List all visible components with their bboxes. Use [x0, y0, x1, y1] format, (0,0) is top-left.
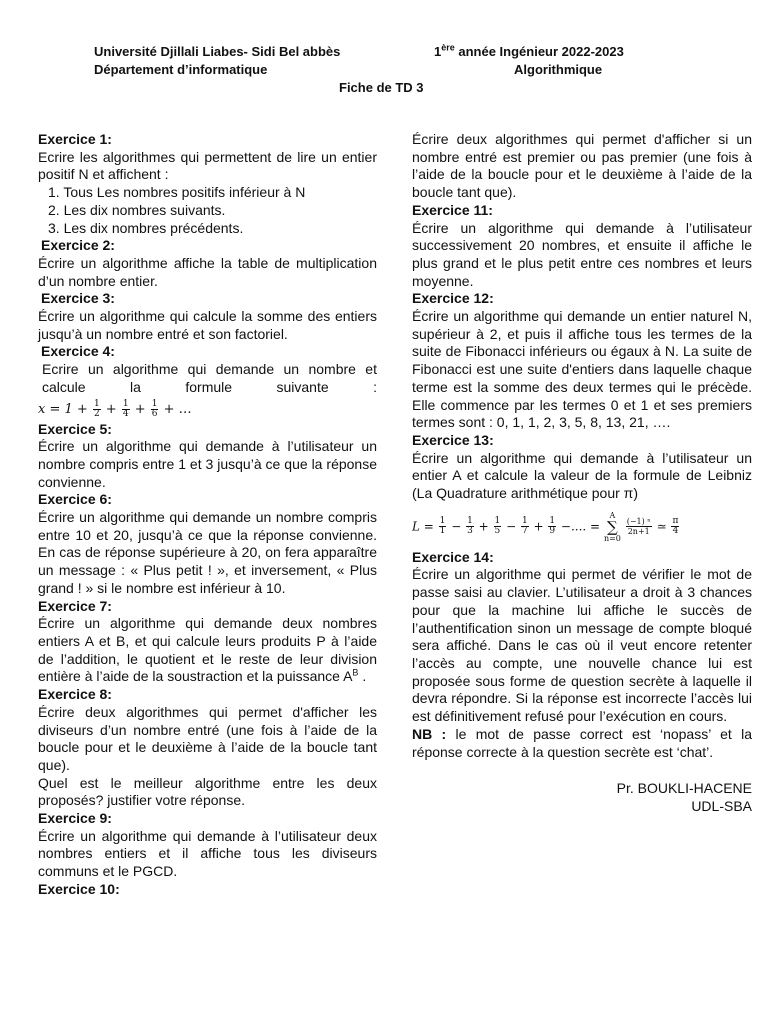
list-item: 2. Les dix nombres suivants. — [48, 201, 226, 218]
exercise-11-title: Exercice 11: — [412, 201, 493, 218]
exercise-5-title: Exercice 5: — [38, 420, 112, 437]
exercise-10-title: Exercice 10: — [38, 880, 120, 897]
exercise-10-text: Écrire deux algorithmes qui permet d'afficher si un nombre entré est premier ou pas premier (une fois à l’aide de la boucle pour et le deuxième à l’aide de la boucle tant que). — [412, 131, 752, 201]
exercise-4-title: Exercice 4: — [41, 343, 115, 360]
formula-leibniz: L = $\frac{1}{1}$ − $\frac{1}{3}$ + $\frac{1}{5}$ − $\frac{1}{7}$ + $\frac{1}{9}$ −.... = A ∑ n=0 $\frac{\text{(−1) ⁿ}}{2n+1}$ ≃ $\frac{\pi}{4}$ — [412, 510, 679, 543]
signature-org: UDL-SBA — [691, 797, 752, 814]
exercise-1-text: Ecrire les algorithmes qui permettent de lire un entier positif N et affichent : — [38, 148, 377, 183]
exercise-14-note: NB : le mot de passe correct est ‘nopass’ et la réponse correcte à la question secrète est ‘chat’. — [412, 725, 752, 760]
sheet-title: Fiche de TD 3 — [339, 80, 424, 95]
list-item: 3. Les dix nombres précédents. — [48, 219, 244, 236]
exercise-2-title: Exercice 2: — [41, 237, 115, 254]
exercise-12-title: Exercice 12: — [412, 290, 494, 307]
exercise-11-text: Écrire un algorithme qui demande à l’utilisateur successivement 20 nombres, et ensuite il affiche le plus grand et le plus petit entre ces nombres et leurs moyenne. — [412, 219, 752, 289]
formula-x: x = 1 + $\frac{1}{2}$ + $\frac{1}{4}$ + $\frac{1}{6}$ + … — [38, 398, 192, 419]
list-item: 1. Tous Les nombres positifs inférieur à N — [48, 184, 306, 201]
exercise-13-title: Exercice 13: — [412, 431, 494, 448]
exercise-5-text: Écrire un algorithme qui demande à l’utilisateur un nombre compris entre 1 et 3 jusqu’à ce que la réponse convienne. — [38, 438, 377, 490]
exercise-8-text: Écrire deux algorithmes qui permet d'afficher les diviseurs d’un nombre entré (une fois à l’aide de la boucle pour et le deuxième à l’aide de la boucle tant que). — [38, 703, 377, 773]
exercise-6-text: Écrire un algorithme qui demande un nombre compris entre 10 et 20, jusqu’à ce que la réponse convienne. En cas de réponse supérieure à 20, on fera apparaître un message : « Plus petit ! », et inversement, « Plus grand ! » si le nombre est inférieur à 10. — [38, 509, 377, 596]
exercise-6-title: Exercice 6: — [38, 491, 112, 508]
exercise-4-text: Ecrire un algorithme qui demande un nombre et calcule la formule suivante : — [42, 361, 377, 395]
exercise-1-title: Exercice 1: — [38, 131, 112, 147]
university-name: Université Djillali Liabes- Sidi Bel abbès — [94, 44, 341, 59]
exercise-2-text: Écrire un algorithme affiche la table de multiplication d’un nombre entier. — [38, 254, 377, 289]
exercise-8-title: Exercice 8: — [38, 686, 112, 703]
sum-symbol: A ∑ n=0 — [603, 510, 621, 543]
course-name: Algorithmique — [514, 62, 603, 77]
exercise-9-text: Écrire un algorithme qui demande à l’utilisateur deux nombres entiers et il affiche tous les diviseurs communs et le PGCD. — [38, 827, 377, 880]
exercise-7-text: Écrire un algorithme qui demande deux nombres entiers A et B, et qui calcule leurs produits P à l’aide de l’addition, le quotient et le reste de leur division entière à l’aide de la soustraction et la puissance $A^B$ . — [38, 615, 377, 685]
left-column — [38, 131, 377, 899]
signature-name: Pr. BOUKLI-HACENE — [616, 780, 752, 797]
exercise-12-text: Écrire un algorithme qui demande un entier naturel N, supérieur à 2, et puis il affiche tous les termes de la suite de Fibonacci inférieurs ou égaux à N. La suite de Fibonacci est une suite d'entiers dans laquelle chaque terme est la somme des deux termes qui le précède. Elle commence par les termes 0 et 1 et ses premiers termes sont : 0, 1, 1, 2, 3, 5, 8, 13, 21, …. — [412, 308, 752, 431]
exercise-9-title: Exercice 9: — [38, 810, 112, 827]
exercise-14-title: Exercice 14: — [412, 548, 494, 565]
exercise-7-title: Exercice 7: — [38, 597, 112, 614]
department-name: Département d’informatique — [94, 62, 268, 77]
exercise-3-title: Exercice 3: — [41, 290, 115, 307]
exercise-13-text: Écrire un algorithme qui demande à l’utilisateur un entier A et calcule la valeur de la formule de Leibniz (La Quadrature arithmétique pour π) — [412, 449, 752, 502]
right-column — [412, 131, 752, 816]
exercise-3-text: Écrire un algorithme qui calcule la somme des entiers jusqu’à un nombre entré et son factoriel. — [38, 308, 377, 342]
year-info: 1ère année Ingénieur 2022-2023 — [434, 42, 624, 59]
exercise-8-question: Quel est le meilleur algorithme entre les deux proposés? justifier votre réponse. — [38, 774, 377, 809]
exercise-14-text: Écrire un algorithme qui permet de vérifier le mot de passe saisi au clavier. L’utilisateur a droit à 3 chances pour que la machine lui affiche le succès de l’authentification sinon un message de compte bloqué sera affiché. Dans le cas où il veut encore retenter l’accès au compte, une nouvelle chance lui est proposée sous forme de question secrète à laquelle il devra répondre. Si la réponse est incorrecte l’accès lui est définitivement refusé pour l’exécution en cours. — [412, 566, 752, 725]
exercise-1-list — [38, 184, 377, 237]
